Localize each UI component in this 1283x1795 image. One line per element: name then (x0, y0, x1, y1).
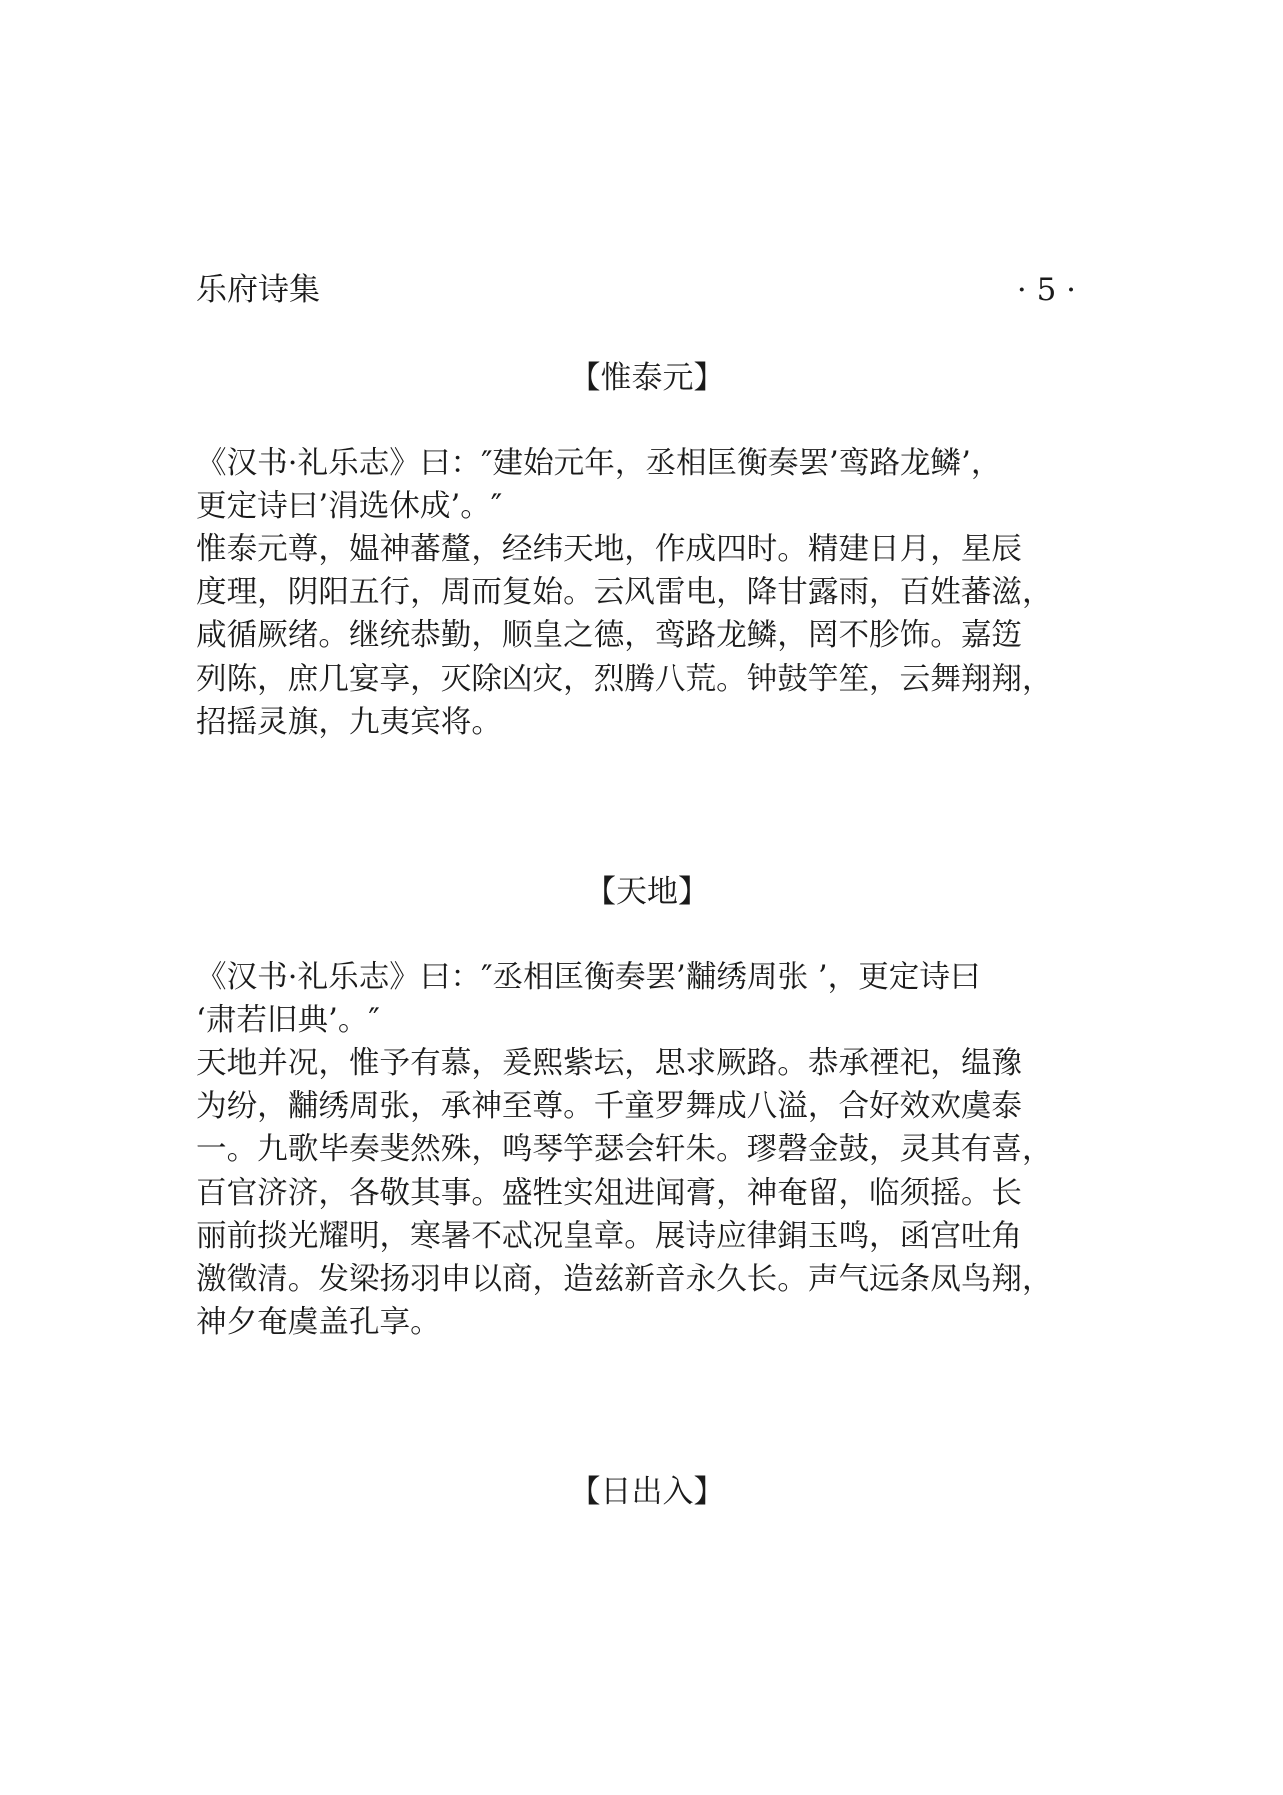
poem-line: 激徵清。发梁扬羽申以商，造兹新音永久长。声气远条凤鸟翔， (196, 1262, 1053, 1298)
page-number: · 5 · (1016, 272, 1076, 308)
poem-line: 天地并况，惟予有慕，爰熙紫坛，思求厥路。恭承禋祀，缊豫 (196, 1046, 1023, 1081)
section-heading: 【天地】 (585, 874, 709, 910)
poem-line: 百官济济，各敬其事。盛牲实俎进闻膏，神奄留，临须摇。长 (196, 1175, 1023, 1211)
poem-line: 一。九歌毕奏斐然殊，鸣琴竽瑟会轩朱。璆磬金鼓，灵其有喜， (196, 1132, 1053, 1168)
section-heading: 【日出入】 (569, 1474, 725, 1510)
source-note (196, 956, 1106, 1042)
poem-text (196, 528, 1106, 744)
poem-line: 丽前掞光耀明，寒暑不忒况皇章。展诗应律鋗玉鸣，函宫吐角 (196, 1218, 1023, 1254)
section-heading: 【惟泰元】 (569, 360, 725, 396)
poem-line: 神夕奄虞盖孔享。 (196, 1305, 441, 1341)
note-line: 更定诗曰’涓选休成’。″ (196, 489, 503, 525)
poem-line: 为纷，黼绣周张，承神至尊。千童罗舞成八溢，合好效欢虞泰 (196, 1089, 1023, 1125)
book-title: 乐府诗集 (196, 272, 320, 308)
poem-line: 招摇灵旗，九夷宾将。 (196, 704, 502, 740)
source-note (196, 442, 1106, 528)
poem-line: 咸循厥绪。继统恭勤，顺皇之德，鸾路龙鳞，罔不胗饰。嘉笾 (196, 618, 1023, 654)
poem-line: 度理，阴阳五行，周而复始。云风雷电，降甘露雨，百姓蕃滋， (196, 575, 1053, 611)
note-line: 《汉书·礼乐志》曰：″丞相匡衡奏罢’黼绣周张 ’，更定诗曰 (196, 960, 981, 995)
note-line: 《汉书·礼乐志》曰：″建始元年，丞相匡衡奏罢’鸾路龙鳞’， (196, 446, 1002, 481)
note-line: ‘肃若旧典’。″ (196, 1003, 380, 1039)
running-header (196, 268, 1076, 312)
poem-line: 惟泰元尊，媪神蕃釐，经纬天地，作成四时。精建日月，星辰 (196, 532, 1023, 567)
poem-text (196, 1042, 1106, 1344)
poem-line: 列陈，庶几宴享，灭除凶灾，烈腾八荒。钟鼓竽笙，云舞翔翔， (196, 661, 1053, 697)
